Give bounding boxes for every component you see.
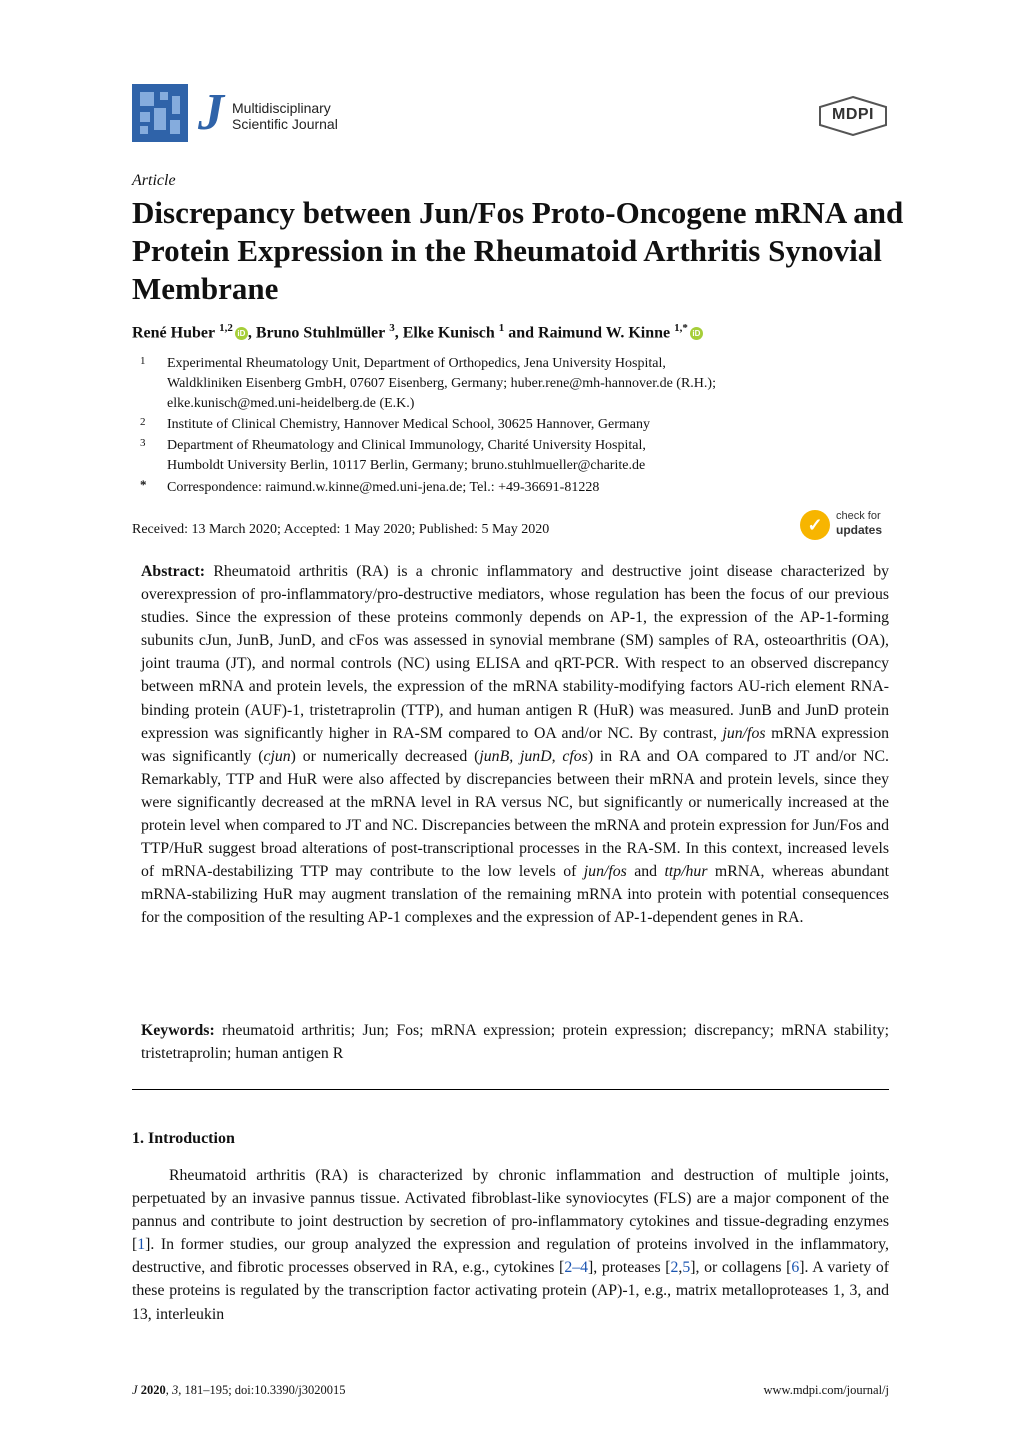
correspondence: * Correspondence: raimund.w.kinne@med.uni-jena.de; Tel.: +49-36691-81228 [140,477,600,495]
section-heading: 1. Introduction [132,1130,235,1147]
citation-link[interactable]: 1 [137,1236,146,1254]
mdpi-logo: MDPI [818,96,888,136]
check-icon: ✓ [800,510,830,540]
author: René Huber [132,324,216,342]
author-list: René Huber $^{1,2}$ iD , Bruno Stuhlmüller $^3$, Elke Kunisch $^1$ and Raimund W. Kinne $^{1,*}$ iD [132,322,703,342]
keywords: Keywords: rheumatoid arthritis; Jun; Fos; mRNA expression; protein expression; discrepancy; mRNA stability; tristetraprolin; human antigen R [141,1022,889,1062]
footer-citation: J 2020, 3, 181–195; doi:10.3390/j3020015 [132,1383,346,1397]
paper-title: Discrepancy between Jun/Fos Proto-Oncogene mRNA and Protein Expression in the Rheumatoid Arthritis Synovial Membrane [132,195,904,306]
affiliation: 1 Experimental Rheumatology Unit, Department of Orthopedics, Jena University Hospital, Waldkliniken Eisenberg GmbH, 07607 Eisenberg, Germany; huber.rene@mh-hannover.de (R.H.); elke.kunisch@med.uni-heidelberg.de (E.K.) [140,355,716,411]
citation-link[interactable]: 5 [682,1259,691,1277]
divider [132,1089,889,1090]
journal-letter: J [198,84,224,141]
journal-logo [132,84,188,142]
citation-link[interactable]: 2–4 [564,1259,589,1277]
orcid-icon[interactable]: iD [235,327,248,340]
affiliation: 3 Department of Rheumatology and Clinical Immunology, Charité University Hospital, Humboldt University Berlin, 10117 Berlin, Germany; bruno.stuhlmueller@charite.de [140,437,646,473]
citation-link[interactable]: 6 [791,1259,800,1277]
publication-dates: Received: 13 March 2020; Accepted: 1 May 2020; Published: 5 May 2020 [132,522,550,537]
check-for-updates-badge[interactable]: ✓ check for updates [800,508,900,542]
affiliation: 2 Institute of Clinical Chemistry, Hannover Medical School, 30625 Hannover, Germany [140,416,650,432]
article-type: Article [132,172,176,189]
author: Bruno Stuhlmüller [255,324,386,342]
introduction-paragraph: Rheumatoid arthritis (RA) is characterized by chronic inflammation and destruction of multiple joints, perpetuated by an invasive pannus tissue. Activated fibroblast-like synoviocytes (FLS) are a major component of the pannus and contribute to joint destruction by secretion of pro-inflammatory cytokines and tissue-degrading enzymes [1]. In former studies, our group analyzed the expression and regulation of proteins involved in the inflammatory, destructive, and fibrotic processes observed in RA, e.g., cytokines [2–4], proteases [2,5], or collagens [6]. A variety of these proteins is regulated by the transcription factor activating protein (AP)-1, e.g., matrix metalloproteases 1, 3, and 13, interleukin [132,1167,889,1323]
footer-url[interactable]: www.mdpi.com/journal/j [763,1383,889,1397]
author: Elke Kunisch [402,324,495,342]
citation-link[interactable]: 2 [670,1259,679,1277]
orcid-icon[interactable]: iD [690,327,703,340]
abstract: Abstract: Rheumatoid arthritis (RA) is a chronic inflammatory and destructive joint disease characterized by overexpression of pro-inflammatory/pro-destructive mediators, whose regulation has been the focus of our previous studies. Since the expression of these proteins commonly depends on AP-1, the expression of the AP-1-forming subunits cJun, JunB, JunD, and cFos was assessed in synovial membrane (SM) samples of RA, osteoarthritis (OA), joint trauma (JT), and normal controls (NC) using ELISA and qRT-PCR. With respect to an observed discrepancy between mRNA and protein levels, the expression of the mRNA stability-modifying factors AU-rich element RNA-binding protein (AUF)-1, tristetraprolin (TTP), and human antigen R (HuR) was measured. JunB and JunD protein expression was significantly higher in RA-SM compared to OA and/or NC. By contrast, jun/fos mRNA expression was significantly (cjun) or numerically decreased (junB, junD, cfos) in RA and OA compared to JT and/or NC. Remarkably, TTP and HuR were also affected by discrepancies between their mRNA and protein levels, since they were significantly decreased at the mRNA level in RA versus NC, but significantly or numerically increased at the protein level when compared to JT and NC. Discrepancies between the mRNA and protein expression for Jun/Fos and TTP/HuR suggest broad alterations of post-transcriptional processes in the RA-SM. In this context, increased levels of mRNA-destabilizing TTP may contribute to the low levels of jun/fos and ttp/hur mRNA, whereas abundant mRNA-stabilizing HuR may augment translation of the remaining mRNA into protein with potential consequences for the composition of the resulting AP-1 complexes and the expression of AP-1-dependent genes in RA. [141,563,890,927]
author: Raimund W. Kinne [538,324,671,342]
journal-name: Multidisciplinary Scientific Journal [232,100,338,132]
